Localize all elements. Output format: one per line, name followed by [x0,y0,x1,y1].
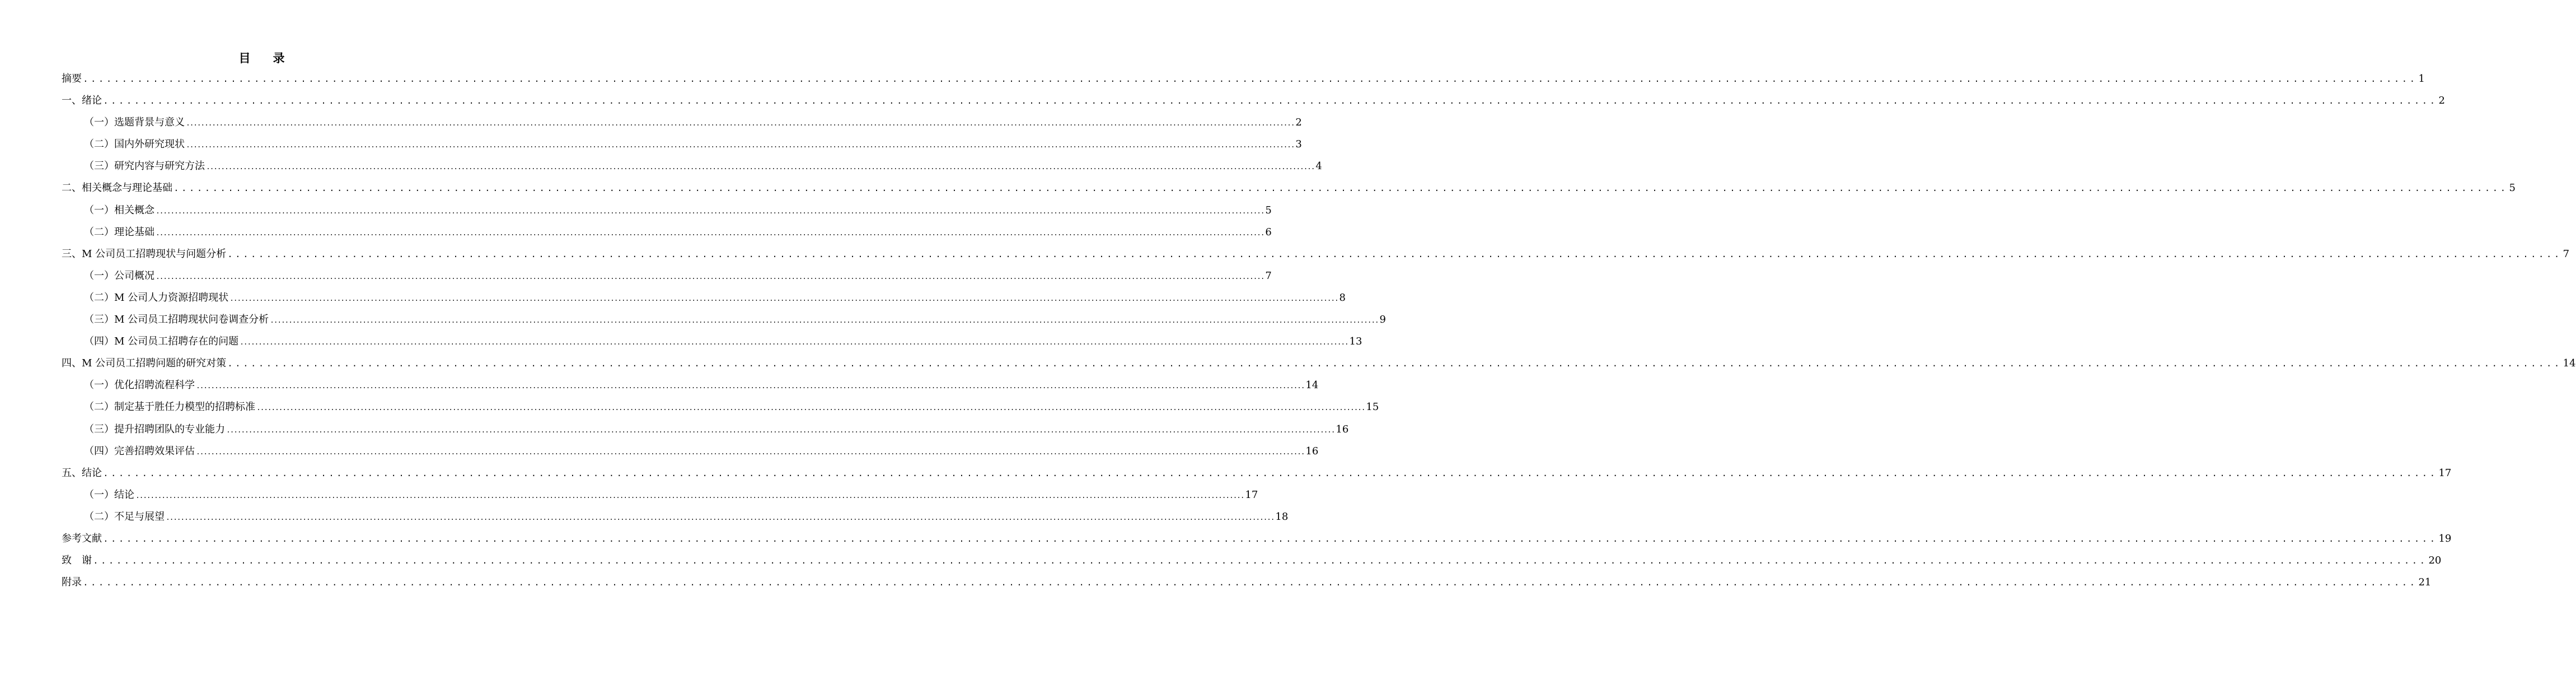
toc-entry-label: （四）M 公司员工招聘存在的问题 [84,336,239,348]
toc-entry-label: 摘要 [62,73,82,85]
toc-dot-leader: ............................................................................................................................................................................................................................................................................................................ [93,556,2428,567]
toc-dot-leader: ............................................................................................................................................................................................................................................................................................................ [230,294,1338,303]
toc-dot-leader: ............................................................................................................................................................................................................................................................................................................ [103,468,2438,479]
toc-entry[interactable] [62,265,1272,287]
toc-entry[interactable] [62,243,2570,265]
toc-entry[interactable] [62,374,1319,396]
toc-entry-page-number: 7 [1265,269,1272,282]
toc-dot-leader: ............................................................................................................................................................................................................................................................................................................ [196,382,1305,391]
toc-entry-page-number: 8 [1339,291,1346,304]
toc-entry-page-number: 5 [1265,204,1272,216]
toc-dot-leader: ............................................................................................................................................................................................................................................................................................................ [256,404,1365,413]
toc-dot-leader: ............................................................................................................................................................................................................................................................................................................ [135,491,1244,500]
toc-entry-label: （三）研究内容与研究方法 [84,160,205,173]
toc-entry[interactable] [62,440,1319,462]
toc-dot-leader: ............................................................................................................................................................................................................................................................................................................ [83,578,2418,589]
toc-entry-label: （二）不足与展望 [84,510,165,523]
toc-entry-label: 致 谢 [62,555,92,567]
toc-entry-page-number: 18 [1275,510,1289,523]
toc-entry-page-number: 13 [1349,336,1362,348]
toc-entry-label: 三、M 公司员工招聘现状与问题分析 [62,248,227,260]
toc-entry-page-number: 2 [2438,95,2445,107]
toc-entry-page-number: 16 [1336,423,1349,435]
toc-title: 目录 [238,51,307,65]
toc-dot-leader: ............................................................................................................................................................................................................................................................................................................ [240,338,1348,347]
toc-entry-label: 一、绪论 [62,95,102,107]
toc-entry[interactable] [62,396,1379,418]
toc-entry-label: 四、M 公司员工招聘问题的研究对策 [62,357,227,370]
toc-entry-page-number: 17 [2438,467,2452,479]
toc-dot-leader: ............................................................................................................................................................................................................................................................................................................ [226,426,1335,435]
toc-entry-page-number: 6 [1265,226,1272,238]
toc-entry-page-number: 1 [2418,73,2425,85]
toc-entry-page-number: 20 [2428,555,2442,567]
toc-dot-leader: ............................................................................................................................................................................................................................................................................................................ [270,316,1379,325]
toc-dot-leader: ............................................................................................................................................................................................................................................................................................................ [156,229,1264,238]
toc-entry[interactable] [62,221,1272,243]
toc-entry[interactable] [62,484,1258,506]
toc-dot-leader: ............................................................................................................................................................................................................................................................................................................ [83,75,2418,85]
toc-dot-leader: ............................................................................................................................................................................................................................................................................................................ [227,359,2562,370]
table-of-contents [62,68,2576,593]
toc-entry[interactable] [62,111,1302,133]
toc-dot-leader: ............................................................................................................................................................................................................................................................................................................ [103,534,2438,544]
toc-dot-leader: ............................................................................................................................................................................................................................................................................................................ [186,119,1295,128]
toc-entry-label: （一）结论 [84,488,134,501]
toc-entry-label: （一）优化招聘流程科学 [84,379,195,392]
toc-entry-page-number: 5 [2509,182,2516,194]
toc-entry-label: 附录 [62,576,82,589]
toc-entry-page-number: 21 [2418,576,2432,589]
toc-dot-leader: ............................................................................................................................................................................................................................................................................................................ [174,184,2508,194]
toc-entry[interactable] [62,330,1362,352]
toc-entry[interactable] [62,352,2576,374]
toc-entry-label: （二）国内外研究现状 [84,138,185,151]
toc-entry[interactable] [62,506,1289,528]
toc-dot-leader: ............................................................................................................................................................................................................................................................................................................ [166,513,1275,522]
toc-dot-leader: ............................................................................................................................................................................................................................................................................................................ [206,163,1315,172]
toc-entry-page-number: 17 [1245,488,1258,501]
toc-entry-page-number: 4 [1315,160,1322,173]
toc-entry-label: 二、相关概念与理论基础 [62,182,172,194]
toc-entry[interactable] [62,133,1302,155]
toc-entry[interactable] [62,177,2516,199]
toc-entry-label: （三）提升招聘团队的专业能力 [84,423,225,435]
toc-entry-page-number: 2 [1295,117,1302,129]
toc-entry[interactable] [62,155,1322,177]
toc-entry[interactable] [62,309,1386,330]
toc-entry-label: （一）公司概况 [84,269,154,282]
toc-entry-label: 五、结论 [62,467,102,479]
toc-entry[interactable] [62,462,2452,484]
toc-dot-leader: ............................................................................................................................................................................................................................................................................................................ [227,249,2562,260]
toc-entry-page-number: 15 [1366,401,1379,413]
toc-entry-page-number: 19 [2438,532,2452,544]
toc-dot-leader: ............................................................................................................................................................................................................................................................................................................ [196,448,1305,457]
toc-entry-label: （二）理论基础 [84,226,154,238]
toc-entry[interactable] [62,90,2445,111]
toc-dot-leader: ............................................................................................................................................................................................................................................................................................................ [186,141,1295,150]
toc-dot-leader: ............................................................................................................................................................................................................................................................................................................ [156,207,1264,216]
toc-entry[interactable] [62,571,2432,593]
toc-entry[interactable] [62,199,1272,221]
toc-entry[interactable] [62,418,1349,440]
toc-entry-label: （一）相关概念 [84,204,154,216]
toc-entry-page-number: 7 [2563,248,2570,260]
toc-dot-leader: ............................................................................................................................................................................................................................................................................................................ [103,96,2438,107]
toc-entry[interactable] [62,528,2452,550]
toc-entry[interactable] [62,550,2442,571]
toc-entry-page-number: 9 [1379,314,1386,326]
toc-entry-label: （三）M 公司员工招聘现状问卷调查分析 [84,314,269,326]
toc-entry-label: 参考文献 [62,532,102,544]
toc-dot-leader: ............................................................................................................................................................................................................................................................................................................ [156,272,1264,281]
toc-entry-label: （一）选题背景与意义 [84,117,185,129]
toc-entry-page-number: 3 [1295,138,1302,151]
toc-entry[interactable] [62,287,1346,309]
toc-entry-label: （二）M 公司人力资源招聘现状 [84,291,229,304]
toc-entry[interactable] [62,68,2425,90]
toc-entry-page-number: 14 [1305,379,1319,392]
toc-entry-page-number: 16 [1305,445,1319,457]
toc-entry-label: （四）完善招聘效果评估 [84,445,195,457]
toc-entry-label: （二）制定基于胜任力模型的招聘标准 [84,401,255,413]
toc-entry-page-number: 14 [2563,357,2576,370]
